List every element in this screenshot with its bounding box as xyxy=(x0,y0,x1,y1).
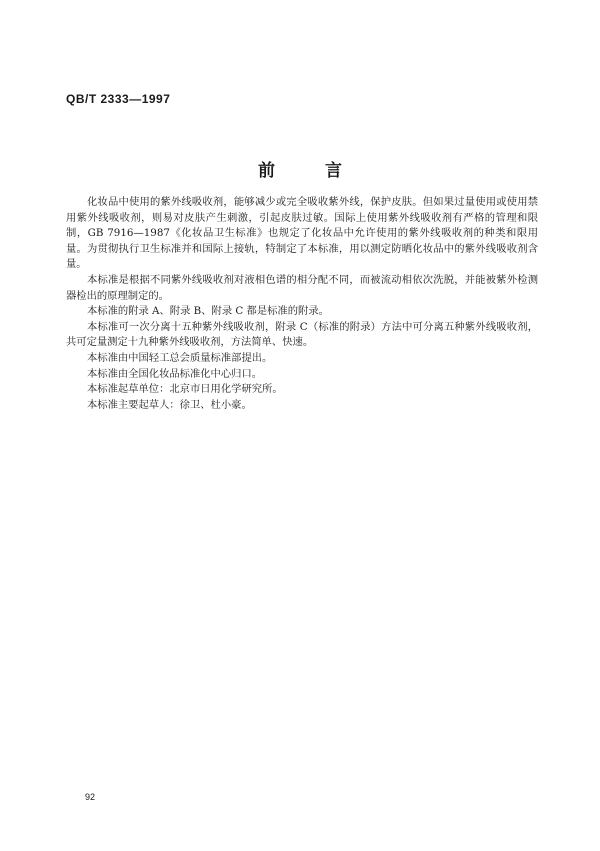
paragraph: 本标准的附录 A、附录 B、附录 C 都是标准的附录。 xyxy=(87,305,329,318)
foreword-body xyxy=(66,195,538,413)
document-code: QB/T 2333—1997 xyxy=(66,92,171,106)
paragraph: 本标准起草单位：北京市日用化学研究所。 xyxy=(87,383,283,396)
paragraph: 本标准由中国轻工总会质量标准部提出。 xyxy=(87,351,273,364)
page-number: 92 xyxy=(85,792,96,802)
paragraph: 本标准主要起草人：徐卫、杜小豪。 xyxy=(87,398,252,411)
paragraph: 本标准可一次分离十五种紫外线吸收剂，附录 C（标准的附录）方法中可分离五种紫外线吸收剂，共可定量测定十九种紫外线吸收剂，方法简单、快速。 xyxy=(66,320,538,349)
page-title: 前 言 xyxy=(258,161,364,181)
paragraph: 本标准由全国化妆品标准化中心归口。 xyxy=(87,367,263,380)
paragraph: 本标准是根据不同紫外线吸收剂对液相色谱的相分配不同，而被流动相依次洗脱，并能被紫外检测器检出的原理制定的。 xyxy=(66,273,538,302)
paragraph: 化妆品中使用的紫外线吸收剂，能够减少或完全吸收紫外线，保护皮肤。但如果过量使用或使用禁用紫外线吸收剂，则易对皮肤产生刺激，引起皮肤过敏。国际上使用紫外线吸收剂有严格的管理和限制，GB 7916—1987《化妆品卫生标准》也规定了化妆品中允许使用的紫外线吸收剂的种类和限用量。为贯彻执行卫生标准并和国际上接轨，特制定了本标准，用以测定防晒化妆品中的紫外线吸收剂含量。 xyxy=(66,196,538,271)
